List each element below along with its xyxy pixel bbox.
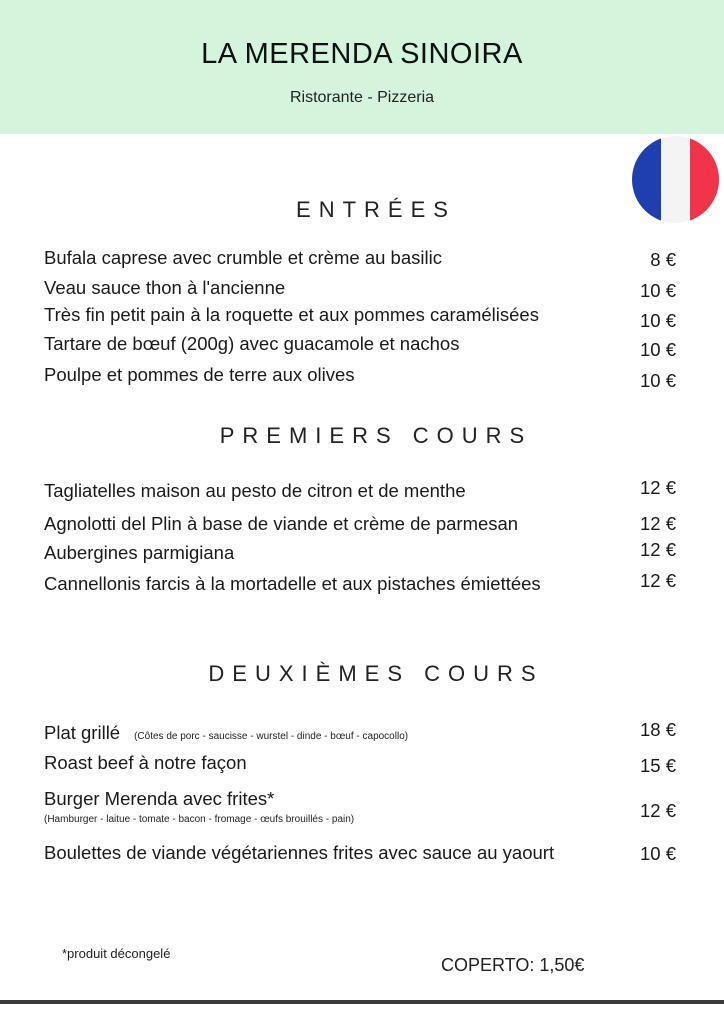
menu-item: Roast beef à notre façon [44, 752, 247, 773]
menu-item-price: 10 € [639, 843, 676, 864]
menu-item: Veau sauce thon à l'ancienne [44, 277, 286, 298]
restaurant-subtitle: Ristorante - Pizzeria [289, 89, 435, 106]
menu-item-price: 10 € [639, 339, 676, 360]
menu-item-name: Plat grillé [44, 722, 121, 743]
header-banner [0, 0, 724, 134]
menu-item: Boulettes de viande végétariennes frites avec sauce au yaourt [44, 842, 555, 863]
menu-item: Très fin petit pain à la roquette et aux pommes caramélisées [44, 304, 539, 325]
menu-item: Poulpe et pommes de terre aux olives [44, 364, 355, 385]
menu-item-price: 10 € [639, 310, 676, 331]
menu-item: Agnolotti del Plin à base de viande et crème de parmesan [44, 513, 519, 534]
menu-item: Aubergines parmigiana [44, 542, 235, 563]
section-title-deuxiemes-cours: DEUXIÈMES COURS [208, 661, 544, 686]
menu-item-note: (Côtes de porc - saucisse - wurstel - dinde - bœuf - capocollo) [134, 731, 409, 742]
menu-item-price: 12 € [639, 539, 676, 560]
bottom-divider [0, 1000, 724, 1004]
menu-item-price: 12 € [639, 513, 676, 534]
section-title-entrees: ENTRÉES [296, 197, 456, 222]
menu-item-price: 8 € [650, 249, 676, 270]
menu-item-price: 12 € [639, 477, 676, 498]
footnote-frozen-product: *produit décongelé [62, 946, 171, 961]
menu-item: Tartare de bœuf (200g) avec guacamole et nachos [44, 333, 460, 354]
menu-item: Tagliatelles maison au pesto de citron et de menthe [44, 480, 466, 501]
menu-item: Cannellonis farcis à la mortadelle et aux pistaches émiettées [44, 573, 541, 594]
menu-item [44, 722, 408, 744]
restaurant-title: LA MERENDA SINOIRA [201, 38, 523, 70]
menu-item-note: (Hamburger - laitue - tomate - bacon - fromage - œufs brouillés - pain) [44, 814, 355, 825]
menu-item-price: 10 € [639, 370, 676, 391]
menu-item: Bufala caprese avec crumble et crème au basilic [44, 247, 442, 268]
section-title-premiers-cours: PREMIERS COURS [219, 423, 533, 448]
menu-item-price: 12 € [639, 800, 676, 821]
coperto-charge: COPERTO: 1,50€ [441, 955, 585, 975]
menu-item-price: 18 € [639, 719, 676, 740]
menu-item: Burger Merenda avec frites* [44, 788, 275, 809]
menu-item-price: 10 € [639, 280, 676, 301]
menu-item-price: 12 € [639, 570, 676, 591]
menu-item-price: 15 € [639, 755, 676, 776]
